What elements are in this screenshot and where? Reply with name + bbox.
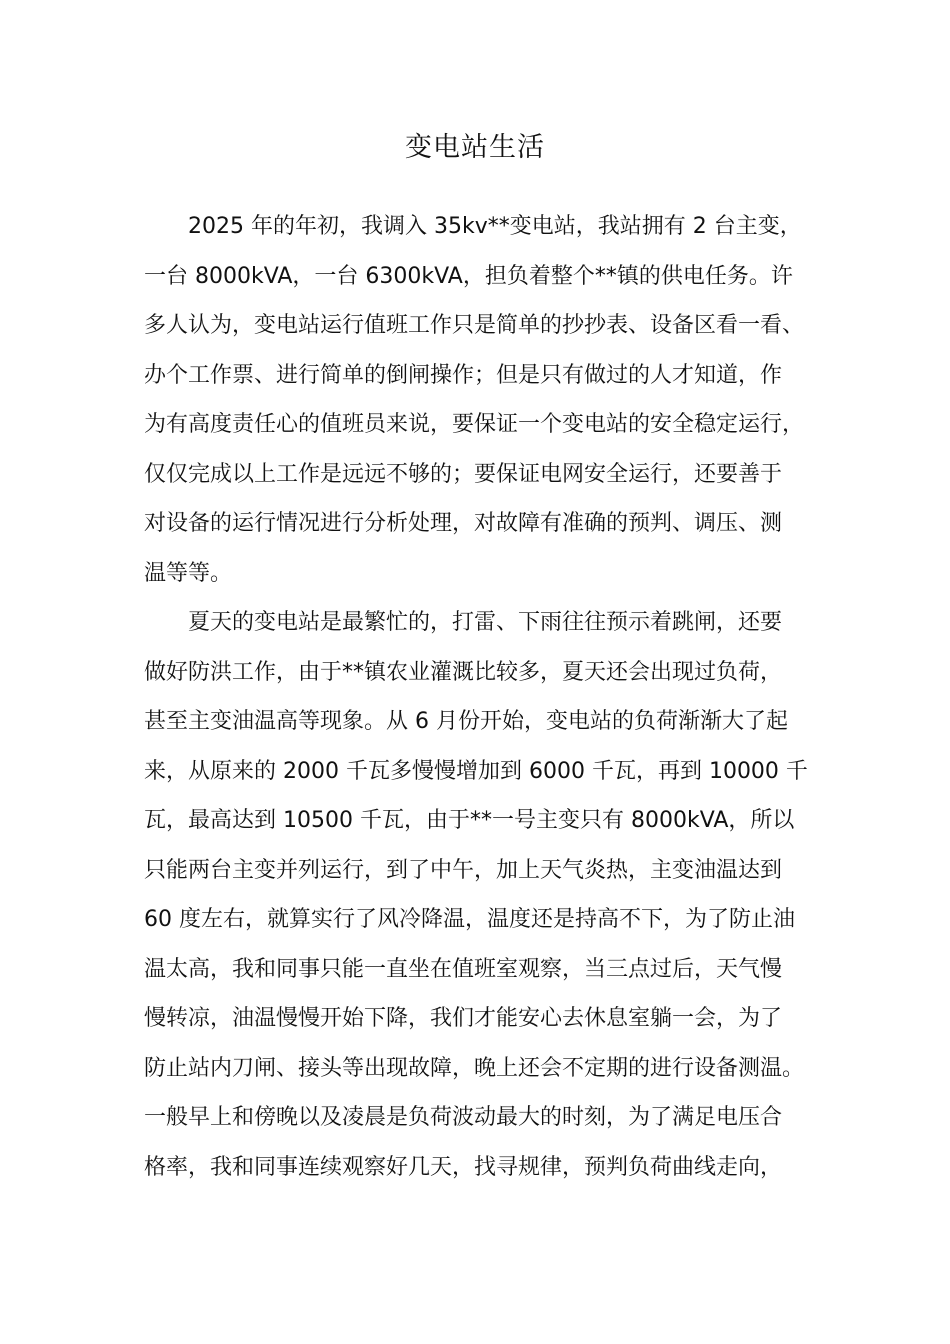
paragraph-line: 只能两台主变并列运行，到了中午，加上天气炎热，主变油温达到: [144, 857, 783, 883]
paragraph-line: 60 度左右，就算实行了风冷降温，温度还是持高不下，为了防止油: [144, 907, 795, 932]
paragraph-line: 格率，我和同事连续观察好几天，找寻规律，预判负荷曲线走向，: [144, 1154, 783, 1180]
paragraph-line: 温太高，我和同事只能一直坐在值班室观察，当三点过后，天气慢: [144, 956, 783, 982]
paragraph-line: 夏天的变电站是最繁忙的，打雷、下雨往往预示着跳闸，还要: [188, 610, 783, 635]
paragraph-line: 2025 年的年初，我调入 35kv**变电站，我站拥有 2 台主变，: [188, 214, 802, 239]
paragraph-line: 一般早上和傍晚以及凌晨是负荷波动最大的时刻，为了满足电压合: [144, 1105, 783, 1130]
paragraph-line: 办个工作票、进行简单的倒闸操作；但是只有做过的人才知道，作: [144, 362, 783, 388]
paragraph-line: 甚至主变油温高等现象。从 6 月份开始，变电站的负荷渐渐大了起: [144, 709, 788, 734]
paragraph-line: 为有高度责任心的值班员来说，要保证一个变电站的安全稳定运行，: [144, 412, 805, 437]
paragraph-1: [144, 202, 808, 598]
paragraph-line: 来，从原来的 2000 千瓦多慢慢增加到 6000 千瓦，再到 10000 千: [144, 758, 808, 784]
paragraph-line: 瓦，最高达到 10500 千瓦，由于**一号主变只有 8000kVA，所以: [144, 808, 795, 833]
paragraph-line: 慢转凉，油温慢慢开始下降，我们才能安心去休息室躺一会，为了: [144, 1006, 783, 1031]
paragraph-line: 一台 8000kVA，一台 6300kVA，担负着整个**镇的供电任务。许: [144, 263, 793, 289]
paragraph-2: [144, 598, 808, 1192]
paragraph-line: 对设备的运行情况进行分析处理，对故障有准确的预判、调压、测: [144, 511, 783, 536]
paragraph-line: 防止站内刀闸、接头等出现故障，晚上还会不定期的进行设备测温。: [144, 1055, 805, 1081]
document-title: 变电站生活: [405, 132, 545, 163]
paragraph-line: 做好防洪工作，由于**镇农业灌溉比较多，夏天还会出现过负荷，: [144, 659, 783, 685]
document-body: [144, 202, 808, 1192]
paragraph-line: 多人认为，变电站运行值班工作只是简单的抄抄表、设备区看一看、: [144, 313, 805, 338]
paragraph-line: 温等等。: [144, 560, 233, 586]
paragraph-line: 仅仅完成以上工作是远远不够的；要保证电网安全运行，还要善于: [144, 461, 783, 487]
